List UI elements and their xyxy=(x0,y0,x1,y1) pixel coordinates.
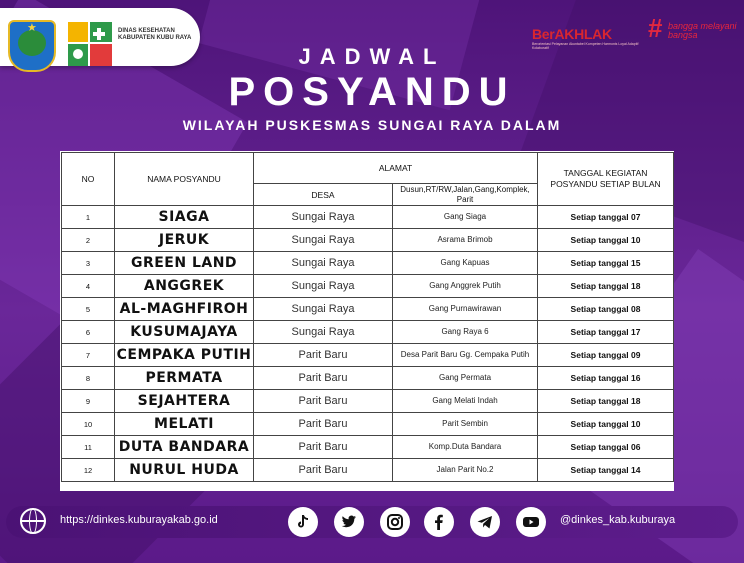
website-link[interactable]: https://dinkes.kuburayakab.go.id xyxy=(60,514,218,526)
table-row xyxy=(62,367,674,390)
posyandu-name: ANGGREK xyxy=(115,275,254,298)
header-no: NO xyxy=(62,153,115,206)
posyandu-name: AL-MAGHFIROH xyxy=(115,298,254,321)
tanggal-cell: Setiap tanggal 10 xyxy=(538,229,674,252)
posyandu-name: CEMPAKA PUTIH xyxy=(115,344,254,367)
posyandu-name: NURUL HUDA xyxy=(115,459,254,482)
alamat-cell: Gang Anggrek Putih xyxy=(393,275,538,298)
schedule-table-card xyxy=(60,151,674,491)
schedule-table xyxy=(61,152,674,482)
globe-icon xyxy=(20,508,46,534)
table-row xyxy=(62,390,674,413)
table-row xyxy=(62,344,674,367)
row-no: 4 xyxy=(62,275,115,298)
tanggal-cell: Setiap tanggal 16 xyxy=(538,367,674,390)
alamat-cell: Desa Parit Baru Gg. Cempaka Putih xyxy=(393,344,538,367)
posyandu-name: KUSUMAJAYA xyxy=(115,321,254,344)
table-row xyxy=(62,321,674,344)
table-row xyxy=(62,275,674,298)
agency-text: DINAS KESEHATAN KABUPATEN KUBU RAYA xyxy=(118,28,192,41)
header-tanggal: TANGGAL KEGIATAN POSYANDU SETIAP BULAN xyxy=(538,153,674,206)
desa-cell: Sungai Raya xyxy=(254,275,393,298)
row-no: 11 xyxy=(62,436,115,459)
desa-cell: Parit Baru xyxy=(254,436,393,459)
desa-cell: Sungai Raya xyxy=(254,206,393,229)
table-row xyxy=(62,229,674,252)
tanggal-cell: Setiap tanggal 17 xyxy=(538,321,674,344)
instagram-icon[interactable] xyxy=(380,507,410,537)
row-no: 10 xyxy=(62,413,115,436)
berakhlak-word: BerAKHLAK xyxy=(532,26,612,42)
desa-cell: Parit Baru xyxy=(254,367,393,390)
tiktok-icon[interactable] xyxy=(288,507,318,537)
alamat-cell: Gang Permata xyxy=(393,367,538,390)
alamat-cell: Gang Purnawirawan xyxy=(393,298,538,321)
alamat-cell: Komp.Duta Bandara xyxy=(393,436,538,459)
desa-cell: Parit Baru xyxy=(254,459,393,482)
row-no: 3 xyxy=(62,252,115,275)
alamat-cell: Jalan Parit No.2 xyxy=(393,459,538,482)
tanggal-cell: Setiap tanggal 09 xyxy=(538,344,674,367)
berakhlak-tagline: Berorientasi Pelayanan Akuntabel Kompeten Harmonis Loyal Adaptif Kolaboratif xyxy=(532,42,639,50)
desa-cell: Sungai Raya xyxy=(254,252,393,275)
header-nama: NAMA POSYANDU xyxy=(115,153,254,206)
desa-cell: Parit Baru xyxy=(254,413,393,436)
title-jadwal: JADWAL xyxy=(298,44,446,69)
facebook-icon[interactable] xyxy=(424,507,454,537)
alamat-cell: Gang Siaga xyxy=(393,206,538,229)
row-no: 12 xyxy=(62,459,115,482)
tanggal-cell: Setiap tanggal 15 xyxy=(538,252,674,275)
tanggal-cell: Setiap tanggal 07 xyxy=(538,206,674,229)
posyandu-name: PERMATA xyxy=(115,367,254,390)
desa-cell: Sungai Raya xyxy=(254,298,393,321)
youtube-icon[interactable] xyxy=(516,507,546,537)
alamat-cell: Gang Kapuas xyxy=(393,252,538,275)
table-row xyxy=(62,459,674,482)
row-no: 6 xyxy=(62,321,115,344)
kubu-raya-seal-icon: ★ xyxy=(8,20,56,72)
tanggal-cell: Setiap tanggal 18 xyxy=(538,390,674,413)
tanggal-cell: Setiap tanggal 06 xyxy=(538,436,674,459)
bangga-text: bangga melayani bangsa xyxy=(668,21,737,40)
posyandu-name: DUTA BANDARA xyxy=(115,436,254,459)
row-no: 7 xyxy=(62,344,115,367)
tanggal-cell: Setiap tanggal 10 xyxy=(538,413,674,436)
posyandu-name: GREEN LAND xyxy=(115,252,254,275)
table-row xyxy=(62,298,674,321)
hash-symbol: # xyxy=(648,13,663,43)
table-row xyxy=(62,436,674,459)
table-row xyxy=(62,413,674,436)
posyandu-name: MELATI xyxy=(115,413,254,436)
alamat-cell: Parit Sembin xyxy=(393,413,538,436)
tanggal-cell: Setiap tanggal 18 xyxy=(538,275,674,298)
row-no: 2 xyxy=(62,229,115,252)
title-posyandu: POSYANDU xyxy=(228,70,516,114)
subtitle-wilayah: WILAYAH PUSKESMAS SUNGAI RAYA DALAM xyxy=(182,117,562,133)
desa-cell: Parit Baru xyxy=(254,344,393,367)
telegram-icon[interactable] xyxy=(470,507,500,537)
alamat-cell: Asrama Brimob xyxy=(393,229,538,252)
row-no: 8 xyxy=(62,367,115,390)
social-handle[interactable]: @dinkes_kab.kuburaya xyxy=(560,514,676,526)
posyandu-name: JERUK xyxy=(115,229,254,252)
desa-cell: Parit Baru xyxy=(254,390,393,413)
row-no: 1 xyxy=(62,206,115,229)
desa-cell: Sungai Raya xyxy=(254,229,393,252)
desa-cell: Sungai Raya xyxy=(254,321,393,344)
header-detail: Dusun,RT/RW,Jalan,Gang,Komplek, Parit xyxy=(393,184,538,206)
table-row xyxy=(62,252,674,275)
table-row xyxy=(62,206,674,229)
row-no: 5 xyxy=(62,298,115,321)
header-alamat: ALAMAT xyxy=(254,153,538,184)
tanggal-cell: Setiap tanggal 08 xyxy=(538,298,674,321)
posyandu-name: SEJAHTERA xyxy=(115,390,254,413)
alamat-cell: Gang Melati Indah xyxy=(393,390,538,413)
row-no: 9 xyxy=(62,390,115,413)
tanggal-cell: Setiap tanggal 14 xyxy=(538,459,674,482)
alamat-cell: Gang Raya 6 xyxy=(393,321,538,344)
posyandu-name: SIAGA xyxy=(115,206,254,229)
header-desa: DESA xyxy=(254,184,393,206)
twitter-icon[interactable] xyxy=(334,507,364,537)
